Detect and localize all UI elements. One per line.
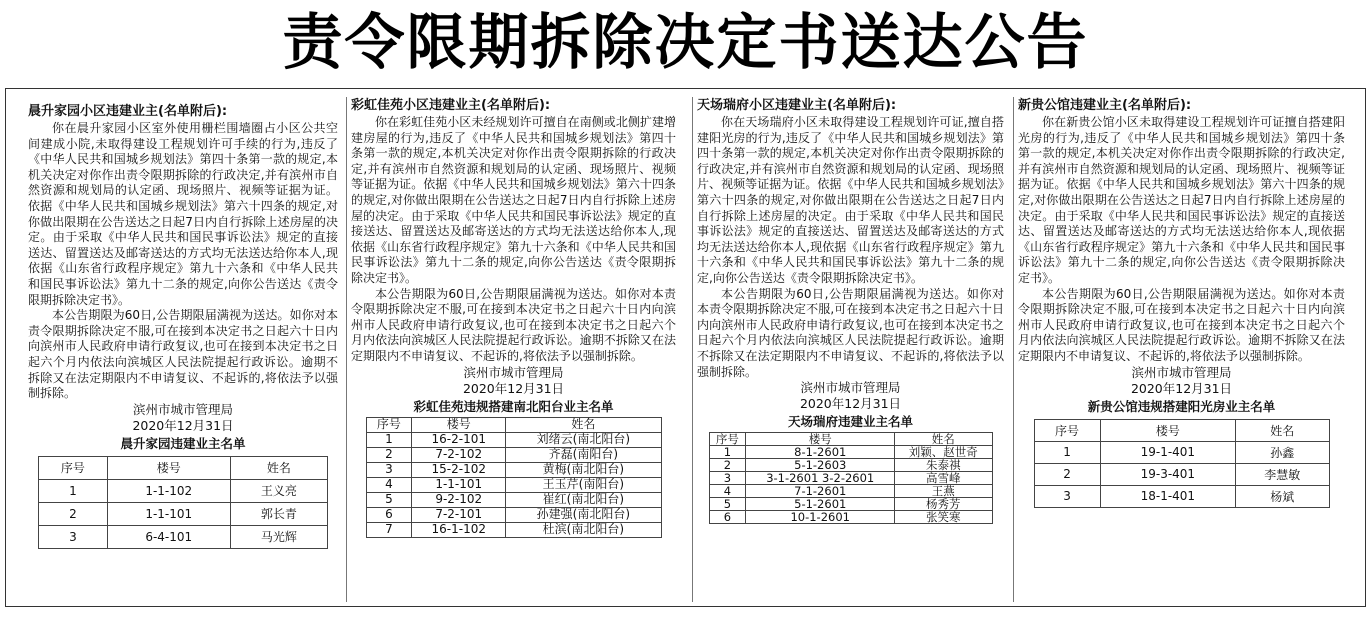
notice-heading: 彩虹佳苑小区违建业主(名单附后): — [351, 98, 551, 113]
table-row — [709, 446, 992, 459]
notice-paragraph: 本公告期限为60日,公告期限届满视为送达。如你对本责令限期拆除决定不服,可在接到本决定书之日起六十日内向滨州市人民政府申请行政复议,也可在接到本决定书之日起六个月内依法向滨城区人民法院提起行政诉讼。逾期不拆除又在法定期限内不申请复议、不起诉的,将依法予以强制拆除。 — [351, 286, 676, 363]
notice-paragraph: 你在新贵公馆小区未取得建设工程规划许可证擅自搭建阳光房的行为,违反了《中华人民共和国城乡规划法》第四十条第一款的规定,本机关决定对你作出责令限期拆除的行政决定,并有滨州市自然资源和规划局的认定函、现场照片、视频等证据为证。依据《中华人民共和国城乡规划法》第六十四条的规定,对你做出限期在公告送达之日起7日内自行拆除上述房屋的决定。由于采取《中华人民共和国民事诉讼法》规定的直接送达、留置送达及邮寄送达的方式均无法送达给你本人,现依据《山东省行政程序规定》第九十六条和《中华人民共和国民事诉讼法》第九十二条的规定,向你公告送达《责令限期拆除决定书》。 — [1018, 115, 1345, 285]
notice-column-tianchang — [692, 97, 1008, 602]
table-row — [366, 522, 661, 537]
issue-date: 2020年12月31日 — [462, 380, 565, 396]
page-title: 责令限期拆除决定书送达公告 — [282, 8, 1089, 78]
cell-building: 3-1-2601 3-2-2601 — [746, 472, 895, 485]
cell-building: 6-4-101 — [107, 525, 230, 548]
cell-building: 16-1-102 — [412, 522, 506, 537]
cell-index: 3 — [1034, 485, 1100, 507]
notice-paragraph: 你在晨升家园小区室外使用栅栏围墙圈占小区公共空间建成小院,未取得建设工程规划许可手续的行为,违反了《中华人民共和国城乡规划法》第四十条第一款的规定,本机关决定对你作出责令限期拆除的行政决定,并有滨州市自然资源和规划局的认定函、现场照片、视频等证据为证。依据《中华人民共和国城乡规划法》第六十四条的规定,对你做出限期在公告送达之日起7日内自行拆除上述房屋的决定。由于采取《中华人民共和国民事诉讼法》规定的直接送达、留置送达及邮寄送达的方式均无法送达给你本人,现依据《山东省行政程序规定》第九十六条和《中华人民共和国民事诉讼法》第九十二条的规定,向你公告送达《责令限期拆除决定书》。 — [28, 121, 338, 307]
table-row — [1034, 441, 1329, 463]
column-header-building: 楼号 — [746, 433, 895, 446]
table-row — [366, 447, 661, 462]
cell-index: 3 — [39, 525, 108, 548]
table-row — [366, 462, 661, 477]
notice-heading: 天场瑞府小区违建业主(名单附后): — [697, 98, 897, 113]
column-header-index: 序号 — [709, 433, 746, 446]
notice-paragraph: 你在彩虹佳苑小区未经规划许可擅自在南侧或北侧扩建增建房屋的行为,违反了《中华人民共和国城乡规划法》第四十条第一款的规定,本机关决定对你作出责令限期拆除的行政决定,并有滨州市自然资源和规划局的认定函、现场照片、视频等证据为证。依据《中华人民共和国城乡规划法》第六十四条的规定,对你做出限期在公告送达之日起7日内自行拆除上述房屋的决定。由于采取《中华人民共和国民事诉讼法》规定的直接送达、留置送达及邮寄送达的方式均无法送达给你本人,现依据《山东省行政程序规定》第九十六条和《中华人民共和国民事诉讼法》第九十二条的规定,向你公告送达《责令限期拆除决定书》。 — [351, 115, 676, 285]
notice-paragraph: 你在天场瑞府小区未取得建设工程规划许可证,擅自搭建阳光房的行为,违反了《中华人民共和国城乡规划法》第四十条第一款的规定,本机关决定对你作出责令限期拆除的行政决定,并有滨州市自然资源和规划局的认定函、现场照片、视频等证据为证。依据《中华人民共和国城乡规划法》第六十四条的规定,对你做出限期在公告送达之日起7日内自行拆除上述房屋的决定。由于采取《中华人民共和国民事诉讼法》规定的直接送达、留置送达及邮寄送达的方式均无法送达给你本人,现依据《山东省行政程序规定》第九十六条和《中华人民共和国民事诉讼法》第九十二条的规定,向你公告送达《责令限期拆除决定书》。 — [697, 115, 1004, 285]
cell-building: 1-1-102 — [107, 479, 230, 502]
owner-list-table — [366, 417, 662, 538]
cell-index: 2 — [366, 447, 412, 462]
cell-index: 2 — [709, 459, 746, 472]
cell-building: 15-2-102 — [412, 462, 506, 477]
notice-body — [697, 115, 1004, 380]
cell-index: 2 — [39, 502, 108, 525]
issuing-organization: 滨州市城市管理局 — [800, 380, 901, 396]
cell-index: 3 — [709, 472, 746, 485]
cell-index: 5 — [366, 492, 412, 507]
cell-building: 19-1-401 — [1100, 441, 1235, 463]
cell-index: 6 — [366, 507, 412, 522]
issue-date: 2020年12月31日 — [1130, 380, 1233, 396]
cell-building: 5-1-2601 — [746, 498, 895, 511]
cell-name: 杨斌 — [1236, 485, 1329, 507]
issuing-organization: 滨州市城市管理局 — [463, 364, 564, 380]
table-row — [366, 432, 661, 447]
notice-signature — [697, 380, 1004, 412]
table-row — [709, 472, 992, 485]
owner-list-title: 新贵公馆违规搭建阳光房业主名单 — [1087, 398, 1276, 414]
notice-signature — [1018, 365, 1345, 397]
notice-column-xingui — [1013, 97, 1349, 602]
column-header-index: 序号 — [1034, 419, 1100, 441]
cell-index: 4 — [709, 485, 746, 498]
table-row — [39, 525, 328, 548]
cell-building: 1-1-101 — [412, 477, 506, 492]
column-header-index: 序号 — [366, 417, 412, 432]
owner-list-title: 彩虹佳苑违规搭建南北阳台业主名单 — [413, 398, 614, 414]
cell-building: 7-2-101 — [412, 507, 506, 522]
column-header-name: 姓名 — [895, 433, 992, 446]
owner-list-title: 天场瑞府违建业主名单 — [787, 414, 913, 430]
cell-name: 张笑寒 — [895, 511, 992, 524]
table-row — [709, 485, 992, 498]
cell-name: 马光辉 — [230, 525, 327, 548]
notice-column-chensheng — [24, 103, 342, 602]
table-row — [709, 511, 992, 524]
cell-building: 5-1-2603 — [746, 459, 895, 472]
cell-index: 4 — [366, 477, 412, 492]
cell-name: 朱泰祺 — [895, 459, 992, 472]
cell-name: 刘绪云(南北阳台) — [506, 432, 661, 447]
issuing-organization: 滨州市城市管理局 — [132, 401, 233, 417]
cell-index: 3 — [366, 462, 412, 477]
notice-signature — [351, 365, 676, 397]
cell-name: 王燕 — [895, 485, 992, 498]
cell-name: 王玉芹(南阳台) — [506, 477, 661, 492]
cell-building: 19-3-401 — [1100, 463, 1235, 485]
cell-index: 6 — [709, 511, 746, 524]
owner-list-table — [709, 432, 993, 524]
cell-name: 崔红(南北阳台) — [506, 492, 661, 507]
cell-name: 高雪峰 — [895, 472, 992, 485]
cell-index: 7 — [366, 522, 412, 537]
table-row — [366, 507, 661, 522]
table-row — [1034, 463, 1329, 485]
issue-date: 2020年12月31日 — [132, 417, 234, 433]
cell-index: 2 — [1034, 463, 1100, 485]
table-row — [366, 477, 661, 492]
notice-frame — [5, 88, 1366, 607]
cell-building: 16-2-101 — [412, 432, 506, 447]
column-header-name: 姓名 — [1236, 419, 1329, 441]
table-row — [39, 502, 328, 525]
cell-building: 10-1-2601 — [746, 511, 895, 524]
cell-name: 杜滨(南北阳台) — [506, 522, 661, 537]
column-header-building: 楼号 — [412, 417, 506, 432]
notice-paragraph: 本公告期限为60日,公告期限届满视为送达。如你对本责令限期拆除决定不服,可在接到本决定书之日起六十日内向滨州市人民政府申请行政复议,也可在接到本决定书之日起六个月内依法向滨城区人民法院提起行政诉讼。逾期不拆除又在法定期限内不申请复议、不起诉的,将依法予以强制拆除。 — [1018, 286, 1345, 363]
notice-body — [351, 115, 676, 365]
notice-column-caihong — [346, 97, 680, 602]
issuing-organization: 滨州市城市管理局 — [1131, 364, 1232, 380]
table-header-row — [39, 456, 328, 479]
notice-body — [1018, 115, 1345, 365]
cell-building: 1-1-101 — [107, 502, 230, 525]
table-row — [366, 492, 661, 507]
cell-index: 1 — [1034, 441, 1100, 463]
column-header-index: 序号 — [39, 456, 108, 479]
cell-name: 齐磊(南阳台) — [506, 447, 661, 462]
table-row — [709, 459, 992, 472]
column-header-name: 姓名 — [230, 456, 327, 479]
column-header-name: 姓名 — [506, 417, 661, 432]
cell-name: 李慧敏 — [1236, 463, 1329, 485]
cell-index: 1 — [366, 432, 412, 447]
owner-list-table — [38, 456, 328, 549]
cell-building: 7-2-102 — [412, 447, 506, 462]
cell-building: 18-1-401 — [1100, 485, 1235, 507]
cell-index: 1 — [39, 479, 108, 502]
cell-building: 8-1-2601 — [746, 446, 895, 459]
table-header-row — [366, 417, 661, 432]
column-header-building: 楼号 — [1100, 419, 1235, 441]
cell-name: 王义亮 — [230, 479, 327, 502]
cell-name: 杨秀芳 — [895, 498, 992, 511]
table-row — [39, 479, 328, 502]
notice-paragraph: 本公告期限为60日,公告期限届满视为送达。如你对本责令限期拆除决定不服,可在接到本决定书之日起六十日内向滨州市人民政府申请行政复议,也可在接到本决定书之日起六个月内依法向滨城区人民法院提起行政诉讼。逾期不拆除又在法定期限内不申请复议、不起诉的,将依法予以强制拆除。 — [697, 286, 1004, 379]
notice-signature — [28, 402, 338, 434]
table-row — [709, 498, 992, 511]
table-header-row — [1034, 419, 1329, 441]
cell-name: 孙建强(南北阳台) — [506, 507, 661, 522]
cell-building: 9-2-102 — [412, 492, 506, 507]
cell-name: 刘颖、赵世奇 — [895, 446, 992, 459]
cell-building: 7-1-2601 — [746, 485, 895, 498]
cell-name: 孙鑫 — [1236, 441, 1329, 463]
table-header-row — [709, 433, 992, 446]
owner-list-title: 晨升家园违建业主名单 — [120, 435, 246, 451]
cell-index: 1 — [709, 446, 746, 459]
owner-list-table — [1034, 419, 1330, 508]
notice-body — [28, 121, 338, 402]
notice-heading: 新贵公馆违建业主(名单附后): — [1018, 98, 1192, 113]
column-header-building: 楼号 — [107, 456, 230, 479]
cell-name: 黄梅(南北阳台) — [506, 462, 661, 477]
cell-name: 郭长青 — [230, 502, 327, 525]
cell-index: 5 — [709, 498, 746, 511]
table-row — [1034, 485, 1329, 507]
issue-date: 2020年12月31日 — [799, 396, 902, 412]
notice-heading: 晨升家园小区违建业主(名单附后): — [28, 104, 228, 119]
notice-paragraph: 本公告期限为60日,公告期限届满视为送达。如你对本责令限期拆除决定不服,可在接到本决定书之日起六十日内向滨州市人民政府申请行政复议,也可在接到本决定书之日起六个月内依法向滨城区人民法院提起行政诉讼。逾期不拆除又在法定期限内不申请复议、不起诉的,将依法予以强制拆除。 — [28, 308, 338, 401]
